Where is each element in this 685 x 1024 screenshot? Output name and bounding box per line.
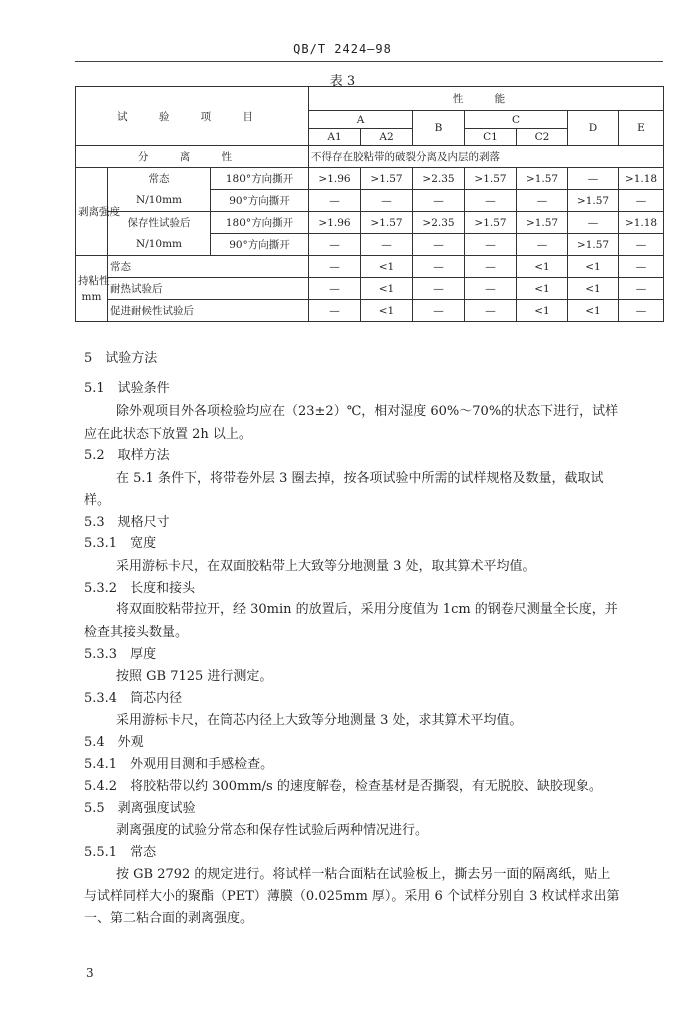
holding-weather-row	[76, 300, 664, 322]
value-cell: >1.57	[465, 212, 517, 234]
value-cell: <1	[568, 278, 619, 300]
unit-label: N/10mm	[108, 234, 211, 256]
value-cell: —	[465, 234, 517, 256]
grade-b: B	[413, 111, 465, 146]
value-cell: —	[309, 256, 361, 278]
value-cell: —	[413, 256, 465, 278]
section-heading: 5.3.2 长度和接头	[84, 581, 196, 596]
value-cell: —	[413, 234, 465, 256]
section-heading: 5.3 规格尺寸	[84, 515, 170, 530]
grade-c: C	[465, 111, 568, 129]
table-caption: 表 3	[329, 74, 356, 89]
value-cell: >1.57	[568, 190, 619, 212]
performance-table	[75, 86, 664, 322]
section-heading: 5.3.3 厚度	[84, 647, 157, 662]
value-cell: —	[619, 278, 664, 300]
peel-180-label: 180°方向撕开	[211, 212, 309, 234]
paragraph-line: 一、第二粘合面的剥离强度。	[84, 911, 254, 926]
section-heading: 5 试验方法	[84, 351, 158, 366]
performance-header: 性 能	[309, 87, 664, 111]
value-cell: —	[517, 234, 568, 256]
paragraph-line: 应在此状态下放置 2h 以上。	[84, 427, 252, 442]
value-cell: >1.18	[619, 212, 664, 234]
section-heading: 5.1 试验条件	[84, 381, 170, 396]
value-cell: —	[309, 300, 361, 322]
value-cell: <1	[568, 300, 619, 322]
separation-label: 分 离 性	[76, 146, 309, 168]
value-cell: —	[619, 256, 664, 278]
section-heading: 5.3.1 宽度	[84, 536, 157, 551]
sub-a2: A2	[361, 129, 413, 146]
unit-label: N/10mm	[108, 190, 211, 212]
section-heading: 5.4.1 外观用目测和手感检查。	[84, 757, 274, 772]
peel-90-label: 90°方向撕开	[211, 234, 309, 256]
paragraph-line: 除外观项目外各项检验均应在（23±2）℃，相对湿度 60%～70%的状态下进行，试样	[116, 404, 619, 419]
value-cell: >2.35	[413, 212, 465, 234]
holding-group-label: 持粘性 mm	[76, 256, 108, 322]
storage-label: 保存性试验后	[108, 212, 211, 234]
separation-row	[76, 146, 664, 168]
holding-normal-label: 常态	[108, 256, 309, 278]
value-cell: —	[413, 190, 465, 212]
value-cell: <1	[361, 278, 413, 300]
holding-heat-label: 耐热试验后	[108, 278, 309, 300]
value-cell: >1.96	[309, 168, 361, 190]
paragraph-line: 剥离强度的试验分常态和保存性试验后两种情况进行。	[116, 823, 429, 838]
holding-weather-label: 促进耐候性试验后	[108, 300, 309, 322]
value-cell: <1	[361, 256, 413, 278]
holding-normal-row	[76, 256, 664, 278]
header-row-1	[76, 87, 664, 111]
value-cell: —	[465, 256, 517, 278]
paragraph-line: 在 5.1 条件下，将带卷外层 3 圈去掉，按各项试验中所需的试样规格及数量，截取试	[116, 471, 604, 486]
value-cell: >1.57	[361, 212, 413, 234]
peel-180-label: 180°方向撕开	[211, 168, 309, 190]
peel-normal-180-row	[76, 168, 664, 190]
value-cell: >1.57	[517, 168, 568, 190]
value-cell: —	[413, 300, 465, 322]
value-cell: —	[619, 234, 664, 256]
value-cell: —	[465, 278, 517, 300]
value-cell: —	[465, 300, 517, 322]
value-cell: <1	[517, 278, 568, 300]
holding-heat-row	[76, 278, 664, 300]
grade-e: E	[619, 111, 664, 146]
paragraph-line: 按 GB 2792 的规定进行。将试样一粘合面粘在试验板上，撕去另一面的隔离纸，贴上	[116, 867, 611, 882]
value-cell: >1.57	[361, 168, 413, 190]
value-cell: —	[309, 190, 361, 212]
paragraph-line: 采用游标卡尺，在筒芯内径上大致等分地测量 3 处，求其算术平均值。	[116, 713, 523, 728]
value-cell: —	[465, 190, 517, 212]
value-cell: —	[568, 212, 619, 234]
grade-d: D	[568, 111, 619, 146]
grade-a: A	[309, 111, 413, 129]
sub-c2: C2	[517, 129, 568, 146]
value-cell: >1.57	[465, 168, 517, 190]
header-rule	[75, 61, 663, 62]
value-cell: <1	[361, 300, 413, 322]
paragraph-line: 将双面胶粘带拉开，经 30min 的放置后，采用分度值为 1cm 的钢卷尺测量全长度，并	[116, 602, 618, 617]
section-heading: 5.2 取样方法	[84, 448, 170, 463]
paragraph-line: 检查其接头数量。	[84, 625, 189, 640]
sub-a1: A1	[309, 129, 361, 146]
page-number: 3	[86, 966, 94, 980]
normal-label: 常态	[108, 168, 211, 190]
value-cell: —	[517, 190, 568, 212]
section-heading: 5.5 剥离强度试验	[84, 801, 196, 816]
section-heading: 5.3.4 筒芯内径	[84, 691, 183, 706]
paragraph-line: 采用游标卡尺，在双面胶粘带上大致等分地测量 3 处，取其算术平均值。	[116, 559, 536, 574]
peel-normal-90-row	[76, 190, 664, 212]
value-cell: —	[361, 190, 413, 212]
test-item-header: 试 验 项 目	[76, 87, 309, 146]
section-heading: 5.4 外观	[84, 735, 144, 750]
value-cell: >1.57	[568, 234, 619, 256]
value-cell: <1	[517, 300, 568, 322]
value-cell: —	[619, 300, 664, 322]
peel-90-label: 90°方向撕开	[211, 190, 309, 212]
value-cell: >1.57	[517, 212, 568, 234]
section-heading: 5.4.2 将胶粘带以约 300mm/s 的速度解卷，检查基材是否撕裂，有无脱胶、缺胶现象。	[84, 779, 602, 794]
separation-requirement: 不得存在胶粘带的破裂分离及内层的剥落	[309, 146, 664, 168]
peel-storage-180-row	[76, 212, 664, 234]
value-cell: —	[619, 190, 664, 212]
paragraph-line: 与试样同样大小的聚酯（PET）薄膜（0.025mm 厚）。采用 6 个试样分别自 3 枚试样求出第	[84, 889, 620, 904]
peel-group-label: 剥离强度	[76, 168, 108, 256]
peel-storage-90-row	[76, 234, 664, 256]
value-cell: >1.18	[619, 168, 664, 190]
value-cell: —	[413, 278, 465, 300]
standard-code: QB/T 2424—98	[293, 42, 392, 56]
value-cell: <1	[568, 256, 619, 278]
value-cell: —	[309, 234, 361, 256]
paragraph-line: 按照 GB 7125 进行测定。	[116, 669, 273, 684]
value-cell: —	[568, 168, 619, 190]
value-cell: —	[309, 278, 361, 300]
section-heading: 5.5.1 常态	[84, 845, 157, 860]
value-cell: >1.96	[309, 212, 361, 234]
value-cell: —	[361, 234, 413, 256]
value-cell: <1	[517, 256, 568, 278]
value-cell: >2.35	[413, 168, 465, 190]
sub-c1: C1	[465, 129, 517, 146]
paragraph-line: 样。	[84, 493, 111, 508]
